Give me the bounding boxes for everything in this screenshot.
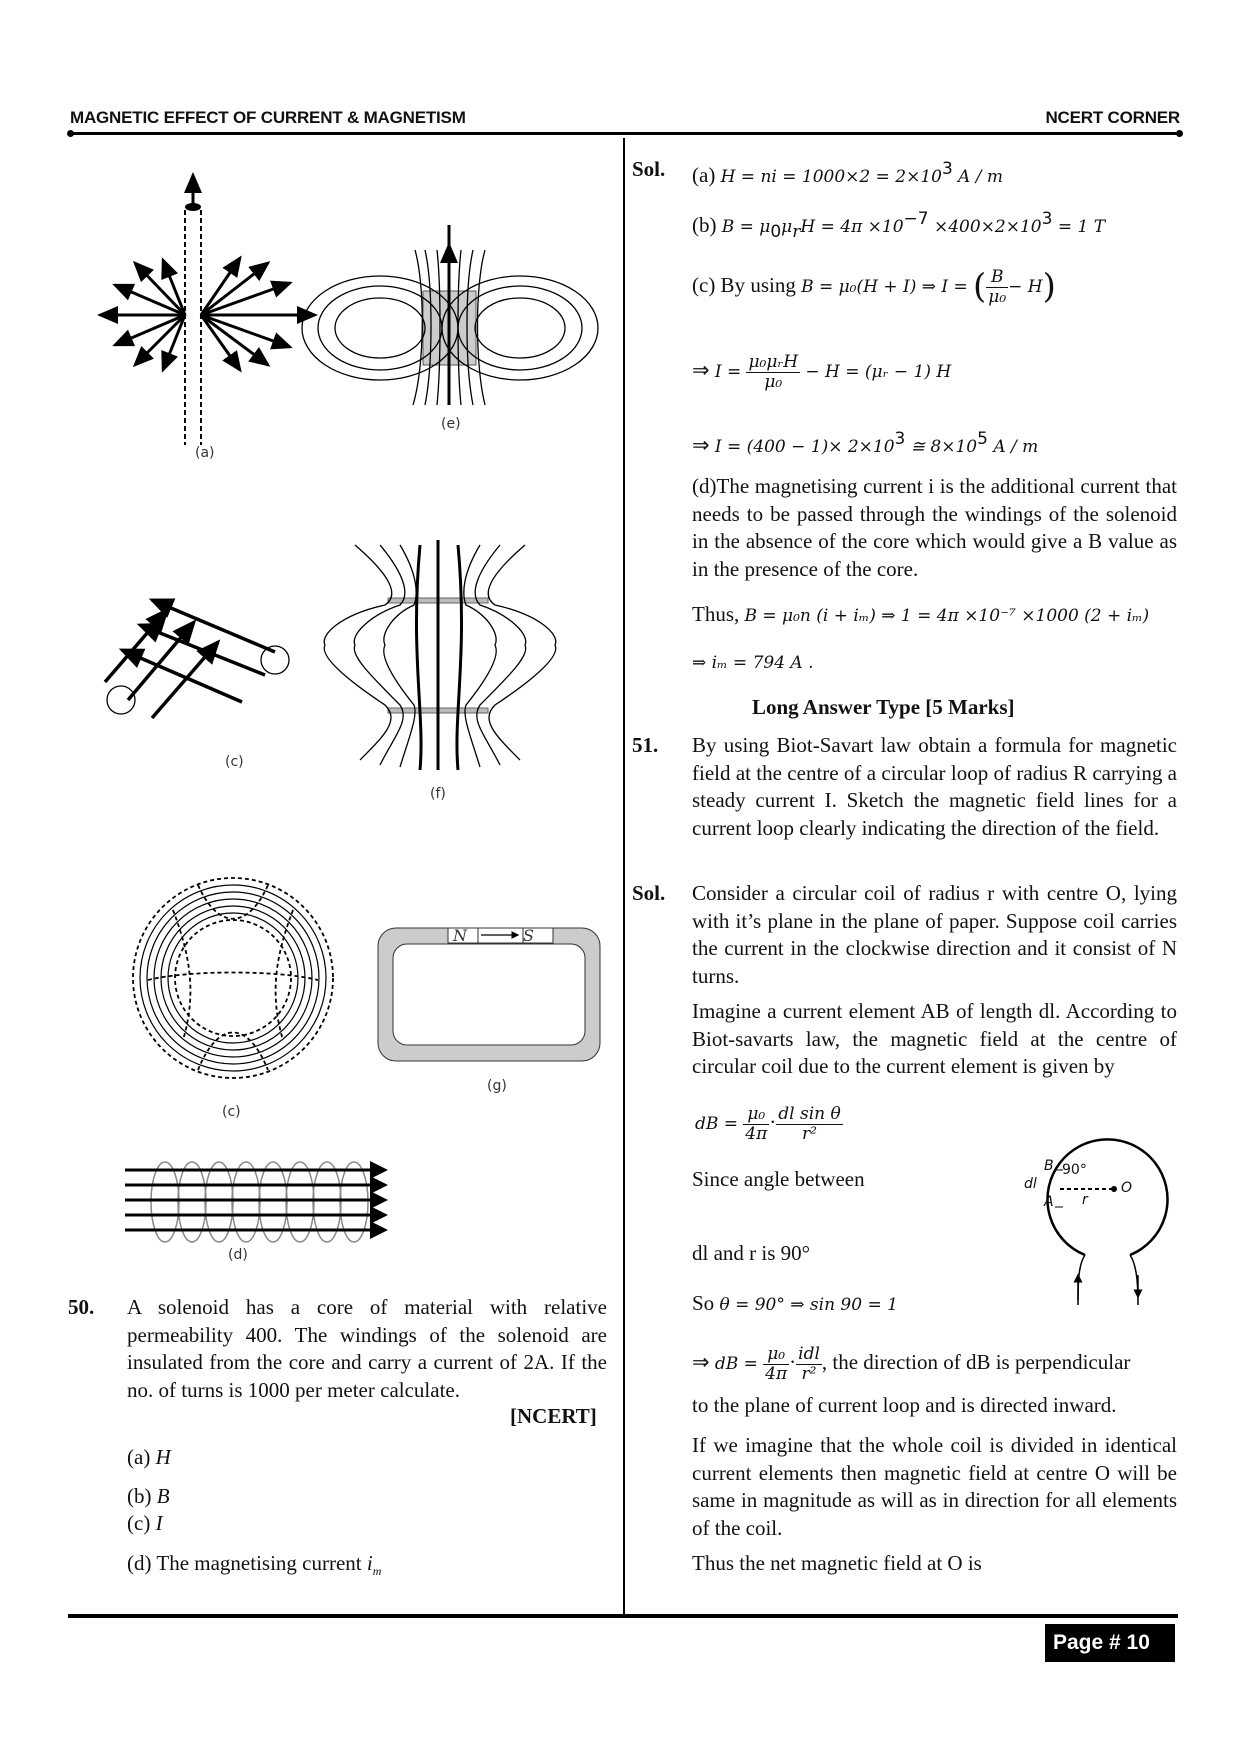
sol50-part-c-step2: ⇒ I = $\frac{\text{μ₀μᵣH}}{\text{μ₀}}$ − H = (μᵣ − 1) H [692,352,952,392]
section-title: Long Answer Type [5 Marks] [752,695,1015,719]
diagram-label-b: B [1044,1158,1054,1174]
figure-g-label: (g) [487,1078,507,1094]
sol51-paragraph-1: Consider a circular coil of radius r with centre O, lying with it’s plane in the plane of paper. Suppose coil carries the current in the clockwise direction and it consist of N turns. [692,881,1177,988]
question-51-number: 51. [632,733,659,757]
column-divider [623,138,625,1618]
q50-part-a: (a) H [127,1445,171,1469]
question-50-text: A solenoid has a core of material with relative permeability 400. The windings of the solenoid are insulated from the core and carry a current of 2A. If the no. of turns is 1000 per meter calculate. [127,1295,607,1402]
footer-rule [68,1614,1178,1618]
sol50-part-c: (c) By using B = μ₀(H + I) ⇒ I = ( $\frac{B}{\text{μ₀}}$ − H) [692,266,1056,307]
sol51-dl-r-text: dl and r is 90° [692,1241,811,1265]
q50-part-c: (c) I [127,1511,163,1535]
figure-c-grid-label: (c) [225,754,244,770]
diagram-label-dl: dl [1024,1176,1037,1192]
figure-a-label: (a) [195,445,215,461]
header-rule [70,132,1180,135]
sol51-so-equation: So θ = 90° ⇒ sin 90 = 1 [692,1291,898,1315]
solution-51-label: Sol. [632,881,666,905]
question-51-text: By using Biot-Savart law obtain a formula for magnetic field at the centre of a circular loop of radius R carrying a steady current I. Sketch the magnetic field lines for a current loop clearly indicating the direction of the field. [692,733,1177,840]
magnet-n-label: N [453,926,467,945]
sol50-result: ⇒ iₘ = 794 A . [692,653,814,673]
sol50-part-b: (b) $B = \mu_0\mu_rH = 4\pi \times 10^{-7} \times 400\times 2\times 10^3 = 1$ T [692,209,1106,243]
sol51-paragraph-4: If we imagine that the whole coil is divided in identical current elements then magnetic field at centre O will be same in magnitude as will as in direction for all elements of the coil. [692,1433,1177,1540]
chapter-title: MAGNETIC EFFECT OF CURRENT & MAGNETISM [70,108,466,127]
sol51-since-text: Since angle between [692,1167,865,1191]
sol50-thus-equation: Thus, B = μ₀n (i + iₘ) ⇒ 1 = 4π ×10⁻⁷ ×1000 (2 + iₘ) [692,602,1150,626]
q50-part-d: (d) The magnetising current $i_m$ [127,1551,382,1579]
solution-50-label: Sol. [632,157,666,181]
page-number-badge: Page # 10 [1045,1624,1175,1662]
figure-c-grid-diagram [105,600,305,760]
diagram-label-a: A [1044,1194,1054,1210]
q50-part-b: (b) B [127,1484,170,1508]
sol50-part-d-text: (d)The magnetising current i is the additional current that needs to be passed through the windings of the solenoid in the absence of the core which would give a B value as in the presence of the core. [692,474,1177,581]
figure-f-label: (f) [430,786,446,802]
current-loop-diagram [1030,1125,1180,1305]
magnet-s-label: S [523,926,534,945]
figure-d-label: (d) [228,1247,248,1263]
diagram-label-o: O [1121,1180,1133,1196]
sol51-paragraph-3: to the plane of current loop and is directed inward. [692,1393,1117,1417]
sol51-equation-2: ⇒ dB = $\frac{\text{μ₀}}{4\pi}$ · $\frac{\text{idl}}{\text{r²}}$ , the direction of dB is perpendicular [692,1344,1131,1384]
section-tag: NCERT CORNER [1045,108,1180,127]
sol51-equation-1: dB = $\frac{\text{μ₀}}{4\pi}$ · $\frac{\text{dl sin θ}}{\text{r²}}$ [695,1104,841,1144]
sol50-part-c-step3: ⇒ $I = (400 - 1)\times 2\times 10^3$ ≅ $8\times 10^5$ A / m [692,429,1039,457]
figure-e-diagram [325,225,575,415]
question-50-number: 50. [68,1295,95,1319]
sol51-paragraph-5: Thus the net magnetic field at O is [692,1551,982,1575]
figure-c-toroid-diagram [128,870,338,1080]
figure-a-diagram [100,165,340,455]
sol51-paragraph-2: Imagine a current element AB of length dl. According to Biot-savarts law, the magnetic field at the centre of circular coil due to the current element is given by [692,999,1177,1078]
figure-c-toroid-label: (c) [222,1104,241,1120]
figure-g-diagram [378,928,603,1066]
question-50-source: [NCERT] [510,1404,597,1428]
diagram-label-r: r [1082,1192,1088,1208]
sol50-part-a: (a) H = ni = $1000\times 2 = 2\times 10^3$ A / m [692,159,1003,187]
figure-f-diagram [310,535,570,775]
figure-e-label: (e) [441,416,461,432]
figure-d-diagram [125,1160,395,1245]
diagram-label-angle: 90° [1062,1162,1087,1178]
